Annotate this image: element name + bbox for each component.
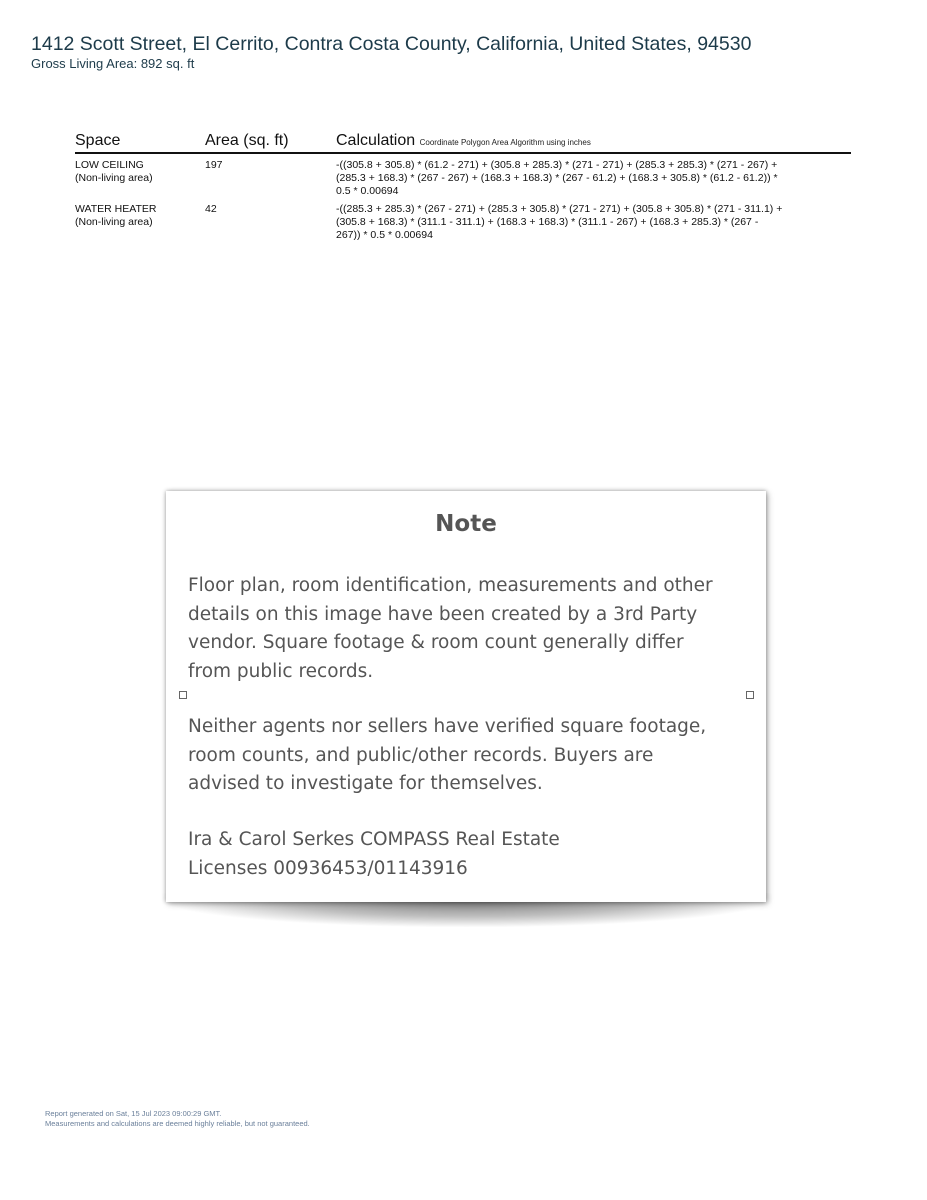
calculation-line: (285.3 + 168.3) * (267 - 267) + (168.3 + 168.3) * (267 - 61.2) + (168.3 + 305.8) * (61.2 - 61.2)) * (336, 172, 778, 184)
space-type: (Non-living area) (75, 172, 153, 184)
calculation-method-note: Coordinate Polygon Area Algorithm using inches (419, 138, 591, 147)
note-line: vendor. Square footage & room count generally differ (188, 632, 684, 653)
space-cell (75, 198, 205, 242)
resize-handle-left[interactable] (179, 691, 187, 699)
note-line: Licenses 00936453/01143916 (188, 857, 468, 879)
note-line: Neither agents nor sellers have verified square footage, (188, 716, 707, 737)
calculation-line: -((285.3 + 285.3) * (267 - 271) + (285.3 + 305.8) * (271 - 271) + (305.8 + 305.8) * (271 - 311.1) + (336, 203, 783, 215)
disclaimer-note-card (166, 491, 766, 902)
calculation-cell (336, 153, 851, 198)
calculation-line: 267)) * 0.5 * 0.00694 (336, 229, 433, 241)
note-line: advised to investigate for themselves. (188, 773, 543, 794)
column-header-space: Space (75, 132, 205, 153)
report-disclaimer-text: Measurements and calculations are deemed highly reliable, but not guaranteed. (45, 1119, 310, 1128)
note-line: room counts, and public/other records. Buyers are (188, 744, 654, 766)
note-paragraph-agent (188, 826, 748, 883)
report-generated-text: Report generated on Sat, 15 Jul 2023 09:00:29 GMT. (45, 1109, 222, 1118)
gross-living-area: Gross Living Area: 892 sq. ft (31, 56, 195, 71)
calculation-line: -((305.8 + 305.8) * (61.2 - 271) + (305.8 + 285.3) * (271 - 271) + (285.3 + 285.3) * (271 - 267) + (336, 159, 778, 171)
space-name: WATER HEATER (75, 203, 157, 215)
calculation-label: Calculation (336, 132, 416, 149)
note-paragraph-third-party (188, 572, 748, 686)
column-header-calculation (336, 132, 851, 153)
note-line: from public records. (188, 660, 374, 682)
space-name: LOW CEILING (75, 159, 144, 171)
calculation-line: 0.5 * 0.00694 (336, 185, 399, 197)
column-header-area: Area (sq. ft) (205, 132, 336, 153)
note-title: Note (435, 511, 497, 537)
report-footer (45, 1109, 310, 1129)
resize-handle-right[interactable] (746, 691, 754, 699)
note-line: details on this image have been created by a 3rd Party (188, 603, 698, 625)
area-cell: 42 (205, 203, 217, 215)
calculation-line: (305.8 + 168.3) * (311.1 - 311.1) + (168.3 + 168.3) * (311.1 - 267) + (168.3 + 285.3) * (267 - (336, 216, 759, 228)
table-row (75, 153, 851, 198)
space-cell (75, 153, 205, 198)
table-header-row (75, 132, 851, 153)
note-line: Ira & Carol Serkes COMPASS Real Estate (188, 829, 560, 850)
area-calculation-table (75, 132, 851, 242)
calculation-cell (336, 198, 851, 242)
property-address: 1412 Scott Street, El Cerrito, Contra Costa County, California, United States, 94530 (31, 33, 752, 55)
note-paragraph-verification (188, 713, 748, 799)
area-cell: 197 (205, 159, 223, 171)
table-row (75, 198, 851, 242)
report-header (31, 33, 911, 72)
space-type: (Non-living area) (75, 216, 153, 228)
note-line: Floor plan, room identification, measurements and other (188, 575, 713, 596)
